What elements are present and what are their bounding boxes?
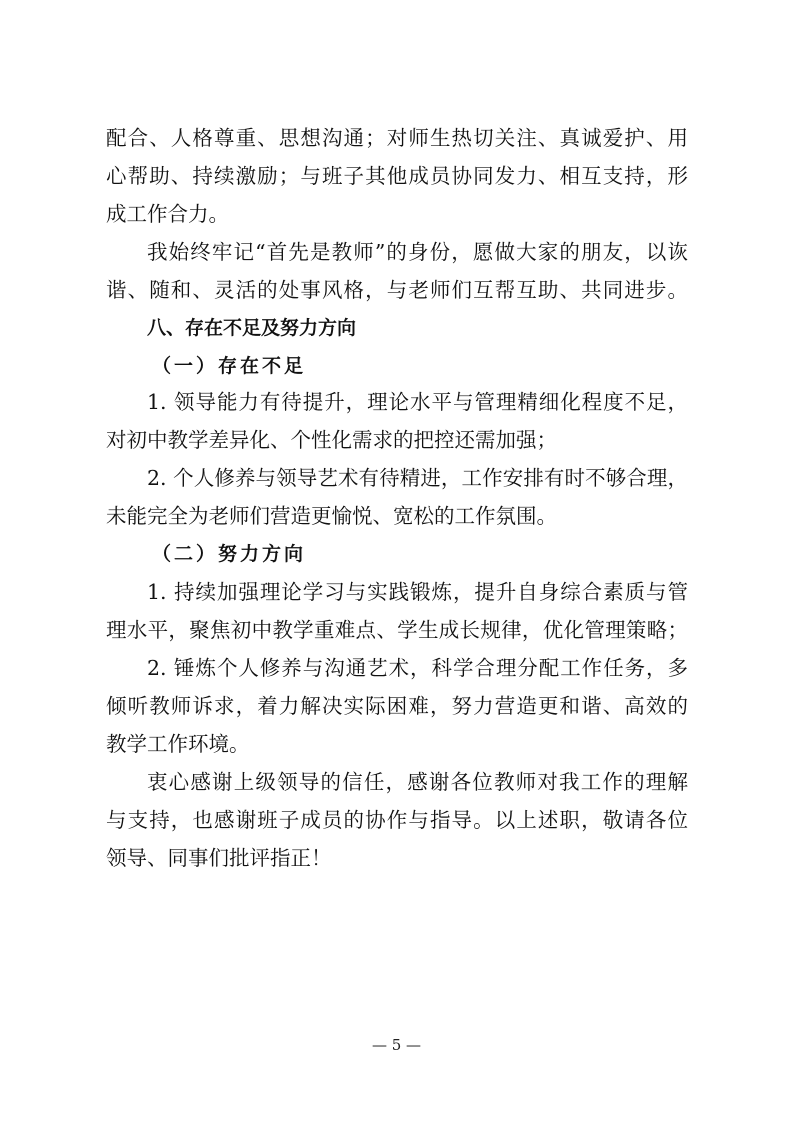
body-text-line: 2. 个人修养与领导艺术有待精进，工作安排有时不够合理，: [147, 466, 688, 490]
body-text-line: 未能完全为老师们营造更愉悦、宽松的工作氛围。: [106, 504, 557, 528]
body-text-line: 成工作合力。: [106, 202, 229, 226]
body-text-line: 理水平，聚焦初中教学重难点、学生成长规律，优化管理策略；: [106, 618, 688, 642]
body-text-line: 与支持，也感谢班子成员的协作与指导。以上述职，敬请各位: [106, 808, 688, 832]
body-text-line: 2. 锤炼个人修养与沟通艺术，科学合理分配工作任务，多: [147, 656, 688, 680]
body-text-line: 谐、随和、灵活的处事风格，与老师们互帮互助、共同进步。: [106, 278, 688, 302]
body-text-line: 心帮助、持续激励；与班子其他成员协同发力、相互支持，形: [106, 164, 688, 188]
body-text-line: 教学工作环境。: [106, 732, 250, 756]
body-text-line: 配合、人格尊重、思想沟通；对师生热切关注、真诚爱护、用: [106, 126, 688, 150]
body-text-line: 1. 领导能力有待提升，理论水平与管理精细化程度不足，: [147, 390, 688, 414]
section-heading: 八、存在不足及努力方向: [147, 317, 357, 339]
body-text-line: 对初中教学差异化、个性化需求的把控还需加强；: [106, 428, 557, 452]
page-number: — 5 —: [371, 1036, 422, 1054]
body-text-line: 我始终牢记“首先是教师”的身份，愿做大家的朋友，以诙: [147, 240, 688, 264]
body-text-line: 1. 持续加强理论学习与实践锻炼，提升自身综合素质与管: [147, 580, 688, 604]
subsection-heading: （一）存在不足: [152, 355, 307, 377]
body-text-line: 衷心感谢上级领导的信任，感谢各位教师对我工作的理解: [147, 770, 688, 794]
body-text-line: 倾听教师诉求，着力解决实际困难，努力营造更和谐、高效的: [106, 694, 688, 718]
subsection-heading: （二）努力方向: [152, 543, 307, 565]
body-text-line: 领导、同事们批评指正！: [106, 846, 332, 870]
